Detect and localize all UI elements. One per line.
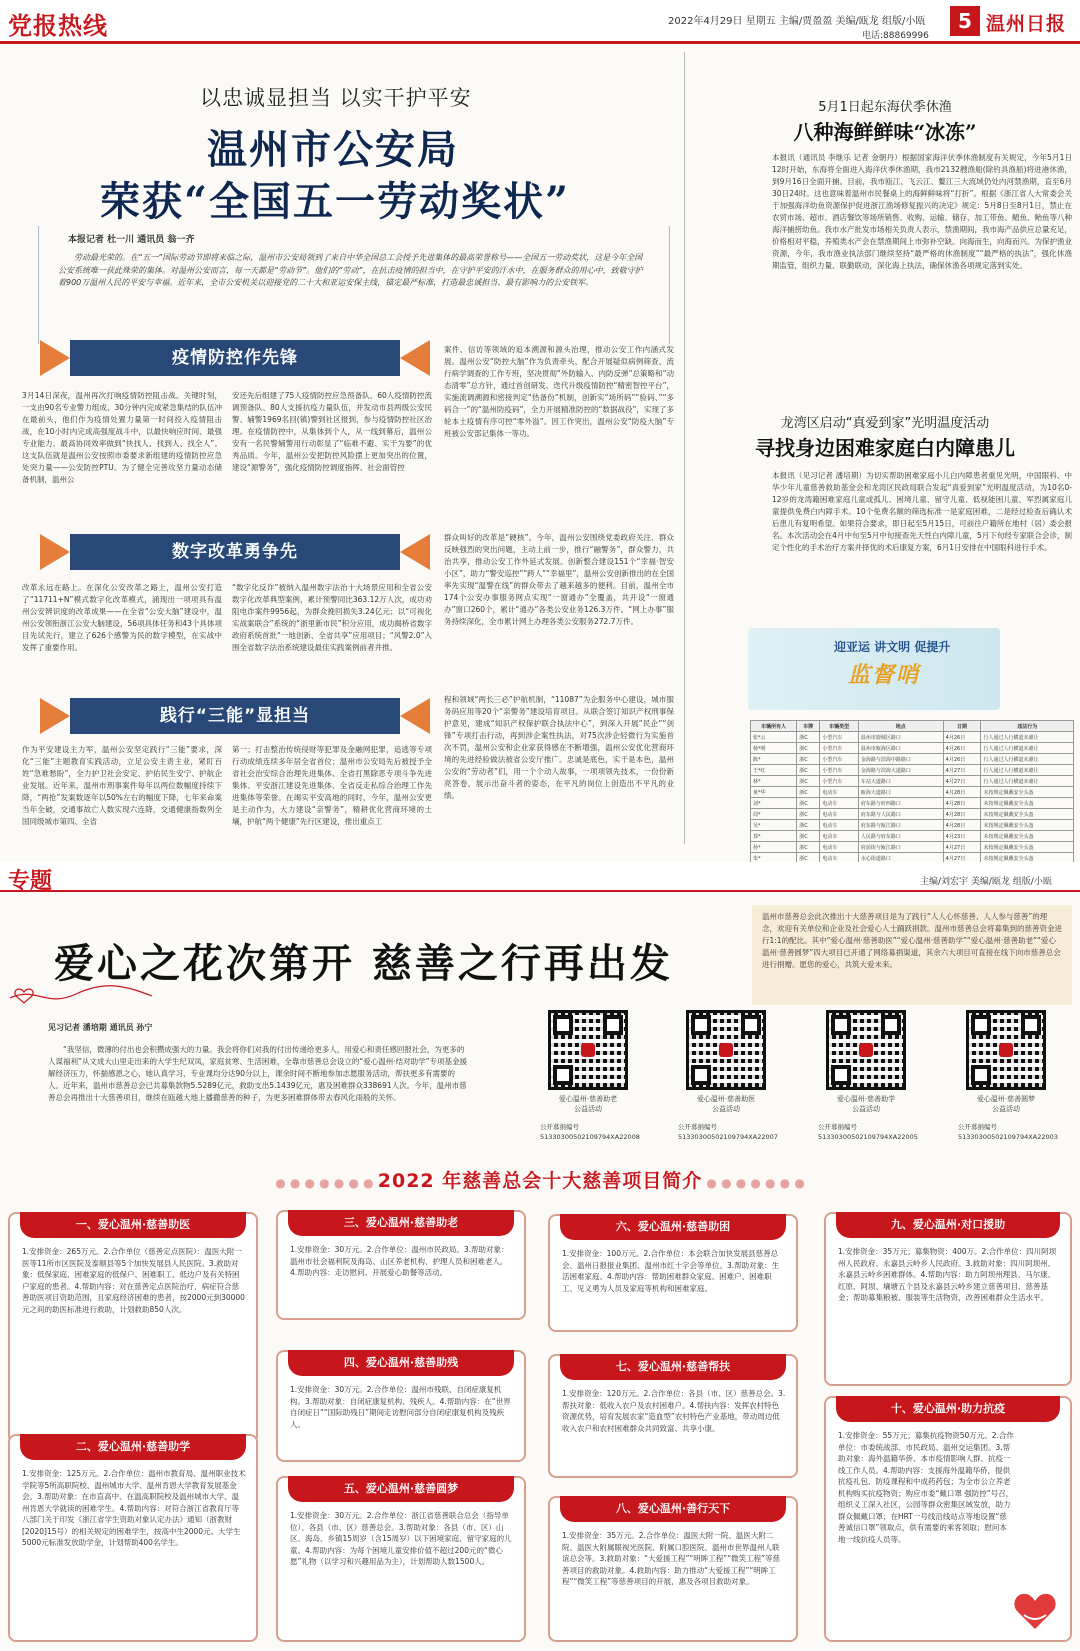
special-section-meta: 主编/刘宏宇 美编/瓯龙 组版/小瓯 bbox=[920, 877, 1052, 887]
project-card bbox=[548, 1214, 798, 1332]
special-intro-box: 温州市慈善总会此次推出十大慈善项目是为了践行“人人心怀慈善、人人参与慈善”的理念，欢迎有关单位和企业及社会爱心人士踊跃捐款。温州市慈善总会将募集到的慈善资金进行1:1的配比。其中“爱心温州·慈善助医”“爱心温州·慈善助学”“爱心温州·慈善助老”“爱心温州·慈善圆梦”四大项目已开通了网络募捐渠道，其余六大项目可直接在线下向市慈善总会进行捐赠。愿您的爱心，共筑大爱未来。 bbox=[752, 905, 1072, 1005]
heart-hand-icon bbox=[1010, 1585, 1060, 1635]
article-column: 作为平安建设主力军，温州公安坚定践行“三能”要求，深化“三能”主题教育实践活动，立足公安主责主业，紧盯百姓“急难愁盼”，全力护卫社会安定、护佑民生安宁、护航企业发展。近年来，温州市刑事案件每年以两位数幅度持续下降，“两抢”发案数逐年以50%左右的幅度下降，七年来命案当年全破，交通事故亡人数实现六连降，交通健康指数列全国同级城市第四、全省 bbox=[22, 745, 222, 826]
article-column: 安还先后组建了75人疫情防控应急预备队、60人疫情防控流调预备队、80人支援抗疫力量队伍，并发动市县两级公安民警、辅警1969名回(镇)警到社区报到，参与疫情防控社区治理。在疫情防控中，从集体到个人，从一线到幕后，温州公安有一名民警辅警用行动彰显了“临难不避、实干为要”的优秀品质。今年，温州公安把防控风险摆上更加突出的位置，建设“源警务”，强化疫情防控调度指挥、社会面管控 bbox=[232, 391, 432, 472]
article-column: 第一；打击整治传统侵财等犯罪及金融网犯罪，追逃等专项行动成绩连续多年居全省首位；温州市公安局先后被授予全省社会治安综合治理先进集体、全省打黑除恶专项斗争先进集体、平安浙江建设先进集体、全省反走私综合治理工作先进集体等荣誉。在竭实平安高地的同时，今年，温州公安更是主动作为，大力建设“亲警务”，精耕优化营商环境的土壤，护航“两个健康”先行区建设，推出重点工 bbox=[232, 745, 432, 826]
qr-registration-number: 公开募捐编号 51330300502109794XA22008 bbox=[540, 1123, 640, 1141]
table-row bbox=[751, 743, 1074, 754]
section-banner: 数字改革勇争先 bbox=[70, 534, 400, 570]
table-cell: 金海路与滨海大道路口 bbox=[858, 765, 943, 776]
table-cell: 4月28日 bbox=[943, 809, 981, 820]
special-section-header bbox=[0, 862, 1080, 892]
project-card bbox=[8, 1434, 258, 1642]
project-card-title: 四、爱心温州·慈善助残 bbox=[288, 1350, 514, 1376]
lead-headline-line1: 温州市公安局 bbox=[207, 126, 459, 173]
project-card-title: 九、爱心温州·对口援助 bbox=[836, 1212, 1060, 1238]
story-body: 本报讯（见习记者 潘培期）为切实帮助困难家庭小儿白内障患者重见光明，中国眼科、中华少年儿童慈善救助基金会和龙湾区民政局联合发起“真爱到家”光明温度活动，为10名0-12岁的龙湾籍困难家庭儿童或孤儿、困境儿童、留守儿童、低视能困儿童、军烈属家庭儿童提供免费白内障手术。10个免费名额的筛选标准一是家庭困难，二是经过检查后确认术后患儿有复明希望。如果符合要求，即日起至5月15日，可前往户籍所在地村（居）委会报名。本次活动会在4月中旬至5月中旬接查先天性白内障儿童，5月下旬经专家联合会诊，制定个性化的手术治疗方案并择优的术后康复方案，6月1日安排在中国眼科进行手术。 bbox=[772, 471, 1072, 552]
heart-swirl-decoration bbox=[6, 980, 156, 1010]
project-card-body: 1.安排资金：30万元。2.合作单位：温州市残联、自闭症康复机构。3.帮助对象：自闭症康复机构、残疾人。4.帮助内容：在“世界自闭症日”“国际助残日”期间走访慰问部分自闭症康复机构及残疾人。 bbox=[290, 1385, 511, 1429]
lead-byline: 本报记者 杜一川 通讯员 翁一齐 bbox=[68, 235, 195, 245]
article-column: 案件、信访等领域的追本溯源和源头治理，推动公安工作内涵式发展。温州公安“防控大脑”作为负责牵头、配合开展疑似病例筛查，流行病学调查的工作专班，坚决贯彻“外防输入、内防反弹”总策略和“动态清零”总方针，通过首创研发、迭代升级疫情防控“精密智控平台”，实施流调溯源和密接判定“热备份”机制，创新实“场所码”“验码、”“多码合一”的“温州防疫码”，全力开展精准防控的“数据战役”，实现了多轮本土疫情有序可控“零外溢”。因工作突出，温州公安“防疫大脑”专班被公安部记集体一等功。 bbox=[444, 345, 674, 438]
table-cell: 小型汽车 bbox=[820, 776, 859, 787]
table-cell: 未按规定佩戴安全头盔 bbox=[981, 853, 1074, 864]
projects-title-text: 2022 年慈善总会十大慈善项目简介 bbox=[377, 1170, 703, 1192]
table-cell: 浙C bbox=[797, 732, 820, 743]
table-cell: 府东路与瓯江路口 bbox=[858, 820, 943, 831]
table-cell: 人民路与府东路口 bbox=[858, 831, 943, 842]
table-cell: 浙C bbox=[797, 798, 820, 809]
qr-registration-number: 公开募捐编号 51330300502109794XA22007 bbox=[678, 1123, 778, 1141]
table-cell: 4月23日 bbox=[943, 831, 981, 842]
projects-title: ● ● ● ● ● ● ● 2022 年慈善总会十大慈善项目简介 ● ● ● ● ● ● ● bbox=[275, 1170, 805, 1192]
project-card-body: 1.安排资金：30万元。2.合作单位：浙江省慈善联合总会（指导单位）、各县（市、区）慈善总会。3.帮助对象：各县（市、区）山区、海岛、乡镇15周岁（含15周岁）以下困境家庭、留守家庭的儿童。4.帮助内容：为每个困境儿童安排价值不超过200元的“微心愿”礼物（以学习和兴趣用品为主），计划帮助人数1500人。 bbox=[290, 1511, 512, 1566]
table-cell: 府东路与人民路口 bbox=[858, 809, 943, 820]
project-card bbox=[548, 1354, 798, 1478]
table-cell: 陈* bbox=[751, 754, 797, 765]
qr-registration-number: 公开募捐编号 51330300502109794XA22003 bbox=[958, 1123, 1058, 1141]
table-cell: 小型汽车 bbox=[820, 743, 859, 754]
column-header: 车辆所有人 bbox=[751, 721, 797, 732]
table-cell: 黄*华 bbox=[751, 787, 797, 798]
page-number: 5 bbox=[950, 6, 980, 36]
story-kicker: 龙湾区启动“真爱到家”光明温度活动 bbox=[780, 416, 990, 431]
qr-caption: 爱心温州·慈善助学 公益活动 bbox=[836, 1095, 896, 1113]
column-header: 车辆类型 bbox=[820, 721, 859, 732]
qr-caption: 爱心温州·慈善圆梦 公益活动 bbox=[976, 1095, 1036, 1113]
table-cell: 电动车 bbox=[820, 831, 859, 842]
table-header-row bbox=[751, 721, 1074, 732]
table-row bbox=[751, 754, 1074, 765]
table-cell: 行人通过人行横道未避让 bbox=[981, 732, 1074, 743]
table-cell: 府前街与瓯江路口 bbox=[858, 842, 943, 853]
project-card-body: 1.安排资金：30万元。2.合作单位：温州市民政局。3.帮助对象：温州市社会福利院及海岛、山区养老机构、护理人员和困难老人。4.帮助内容：走访慰问、开展爱心助餐等活动。 bbox=[290, 1245, 509, 1277]
table-cell: 4月28日 bbox=[943, 798, 981, 809]
table-cell: 浙C bbox=[797, 776, 820, 787]
supervision-title: 监督哨 bbox=[848, 663, 921, 688]
project-card-body: 1.安排资金：100万元。2.合作单位：本会联合加快发展县慈善总会、温州日报报业集团、温州市红十字会等单位。3.帮助对象：生活困难家庭。4.帮助内容：帮助困难群众家庭、困难户、困难职工、见义勇为人员及家庭等机构和困难家庭。 bbox=[562, 1249, 780, 1293]
table-cell: 4月27日 bbox=[943, 842, 981, 853]
table-cell: 吴* bbox=[751, 820, 797, 831]
table-cell: 王*红 bbox=[751, 765, 797, 776]
project-card-title: 十、爱心温州·助力抗疫 bbox=[836, 1396, 1060, 1422]
qr-block bbox=[540, 1010, 640, 1142]
project-card-title: 二、爱心温州·慈善助学 bbox=[20, 1434, 246, 1460]
project-card bbox=[276, 1476, 526, 1642]
table-cell: 小型汽车 bbox=[820, 754, 859, 765]
section-title: 党报热线 bbox=[8, 12, 108, 40]
table-cell: 行人通过人行横道未避让 bbox=[981, 765, 1074, 776]
special-body: “我坚信，微薄的付出也会积攒成强大的力量。我会将你们对我的付出传递给更多人，用爱心和责任感回报社会，为更多的人谋福利”从文成大山里走出来的大学生纪双凤，家庭贫寒、生活困难，全靠市慈善总会设立的“爱心温州·结对助学”专项基金援解经济压力，怀揣感恩之心，她认真学习，专业课均分达90分以上，课余时间不断地参加志愿服务活动，帮扶更多有需要的人。近年来，温州市慈善总会已共募集款物5.5289亿元，救助支出5.1439亿元，惠及困难群众338691人次。今年，温州市慈善总会再推出十大慈善项目，继续在瓯越大地上播撒慈善的种子，为更多困难群体带去春风化雨般的关怀。 bbox=[48, 1045, 468, 1102]
table-cell: 浙C bbox=[797, 809, 820, 820]
lead-kicker: 以忠诚显担当 以实干护平安 bbox=[200, 86, 472, 110]
table-row bbox=[751, 732, 1074, 743]
phone-line: 电话:88869996 bbox=[862, 31, 929, 41]
article-column: 程和领域“两长三必”护航机制，“11087”为企服务中心建设，城市服务码应用等20个“亲警务”建设培育项目。从联合签订知识产权刑事保护意见，建成“知识产权保护联合执法中心”，到深入开展“民企”“剑锋”专项打击行动，再到涉企案性执法，对75次涉企轻微行为实施首次不罚，温州公安和企业家获得感在不断增强，温州公安优化营商环境的先进经验做法被省公安厅推广。忠诚是底色，实干是本色，温州公安的“劳动者”们，用一个个动人故事，一项项领先技术，一份份新亮答卷，展示出奋斗者的姿态，在平凡的岗位上创造出不平凡的业绩。 bbox=[444, 695, 674, 800]
project-card-body: 1.安排资金：120万元。2.合作单位：各县（市、区）慈善总会。3.帮扶对象：低收入农户及农村困难户。4.帮扶内容：发挥农村特色资源优势，培育发展农家“造血型”农村特色产业基地，带动周边低收入农户和农村困难群众共同致富、共享小康。 bbox=[562, 1389, 786, 1433]
table-cell: 浙C bbox=[797, 743, 820, 754]
table-cell: 电动车 bbox=[820, 842, 859, 853]
project-card-title: 六、爱心温州·慈善助困 bbox=[560, 1214, 786, 1240]
project-card-title: 五、爱心温州·慈善圆梦 bbox=[288, 1476, 514, 1502]
table-cell: 温州市鹿城区路口 bbox=[858, 732, 943, 743]
qr-block bbox=[818, 1010, 918, 1142]
table-row bbox=[751, 787, 1074, 798]
column-header: 日期 bbox=[943, 721, 981, 732]
table-row bbox=[751, 809, 1074, 820]
lead-intro: 劳动最光荣的。在“五一”国际劳动节即将来临之际，温州市公安局领到了来自中华全国总工会授予先进集体的最高荣誉称号——全国五一劳动奖状，这是今年全国公安系统唯一获此殊荣的集体。对温州公安而言，每一天都是“劳动节”。他们的“劳动”，在抗击疫情的担当中，在守护平安的汗水中，在服务群众的用心中，致敬守护着900万温州人民的平安与幸福。近年来，全市公安机关以迎接党的二十大和亚运安保主线，锚定最严标准，打造最忠诚担当、最有影响力的公安铁军。 bbox=[58, 253, 643, 287]
page-header bbox=[0, 0, 1080, 44]
project-card-title: 三、爱心温州·慈善助老 bbox=[288, 1210, 514, 1236]
newspaper-logo: 温州日报 bbox=[986, 13, 1067, 35]
project-card-title: 八、爱心温州·善行天下 bbox=[560, 1496, 786, 1522]
project-card-body: 1.安排资金：35万元；募集物资：400万。2.合作单位：四川阿坝州人民政府、永嘉县云岭乡人民政府。3.救助对象：四川阿坝州、永嘉县云岭乡困难群体。4.帮助内容：助力阿坝州理县、马尔康、红原、阿坝、壤塘五个县及永嘉县云岭乡建立慈善项目、慈善基金；帮助募集粮被、服装等生活物资，改善困难群众生活水平。 bbox=[838, 1247, 1057, 1302]
table-row bbox=[751, 765, 1074, 776]
table-cell: 浙C bbox=[797, 831, 820, 842]
table-cell: 浙C bbox=[797, 765, 820, 776]
table-row bbox=[751, 798, 1074, 809]
project-card-body: 1.安排资金：35万元。2.合作单位：温医大附一院、温医大附二院、温医大附属眼视光医院、附属口腔医院、温州市世界温州人联谊总会等。3.救助对象：“大爱援工程”“明眸工程”“微笑工程”等慈善项目的救助对象。4.救助内容：助力推动“大爱援工程”“明眸工程”“微笑工程”等慈善项目的开展，惠及各项目救助对象。 bbox=[562, 1531, 780, 1586]
table-cell: 小型汽车 bbox=[820, 765, 859, 776]
table-cell: 行人通过人行横道未避让 bbox=[981, 754, 1074, 765]
story-body: 本报讯（通讯员 李继乐 记者 金朝丹）根据国家海洋伏季休渔制度有关规定，今年5月1日12时开始，东海将全面进入海洋伏季休渔期，我市2132艘渔船(除钓具渔船)将进港休渔，到9月16日全面开捕。目前，我市瓯江、飞云江、鳌江三大流域仍处内河禁渔期，直至6月30日24时。这也意味着温州市民餐桌上的海鲜鲜味将“打折”。根据《浙江省人大常委会关于加强海洋幼鱼资源保护促进浙江渔场修复振兴的决定》规定：5月8日至8月1日，禁止在农贸市场、超市、酒店餐饮等场所销售、收购、运输、储存、加工带鱼、鲳鱼、鲐鱼等八种海洋捕捞幼鱼。我市水产批发市场相关负责人表示，禁渔期间，我市海产品供应总量充足，价格相对平稳，养殖类水产会在禁渔期间上市弥补空缺。向海而生，向海而兴。为保护渔业资源，今年，我市渔业执法部门继续坚持“最严格的休渔制度”“最严格的执法”，强化休渔期监管，组织力量、联勤联动，深化海上执法，确保休渔各项规定落到实处。 bbox=[772, 153, 1072, 270]
table-cell: 未按规定佩戴安全头盔 bbox=[981, 787, 1074, 798]
project-card bbox=[8, 1212, 258, 1444]
table-cell: 水心街道路口 bbox=[858, 853, 943, 864]
table-cell: 林* bbox=[751, 776, 797, 787]
column-header: 地点 bbox=[858, 721, 943, 732]
project-card bbox=[824, 1212, 1072, 1386]
table-cell: 4月26日 bbox=[943, 732, 981, 743]
qr-registration-number: 公开募捐编号 51330300502109794XA22005 bbox=[818, 1123, 918, 1141]
special-section-title: 专题 bbox=[8, 869, 53, 894]
section-banner: 践行“三能”显担当 bbox=[70, 698, 400, 734]
article-column: 改革永远在路上。在深化公安改革之路上，温州公安打造了“11711+N”模式数字化改革模式，涌现出一项项具有温州公安辨识度的改革成果——在全省“公安大脑”建设中，温州公安领衔浙江公安大脑建设，56项具体任务和43个具体项目先试先行，建立了626个感警为民的数字模型，在实战中发挥了重要作用。 bbox=[22, 583, 222, 652]
section-banner: 疫情防控作先锋 bbox=[70, 340, 400, 376]
table-cell: 周* bbox=[751, 809, 797, 820]
story-headline: 寻找身边困难家庭白内障患儿 bbox=[755, 436, 1015, 460]
table-cell: 电动车 bbox=[820, 787, 859, 798]
table-cell: 行人通过人行横道未避让 bbox=[981, 776, 1074, 787]
supervision-banner bbox=[748, 628, 1000, 710]
table-cell: 行人通过人行横道未避让 bbox=[981, 743, 1074, 754]
qr-code-icon[interactable] bbox=[966, 1010, 1046, 1090]
table-cell: 浙C bbox=[797, 787, 820, 798]
article-column: 3月14日深夜，温州再次打响疫情防控阻击战。关键时刻，一支由90名专业警力组成、30分钟内完成紧急集结的队伍冲在最前头，他们作为疫情处置力量第一时间投入疫情阻击战，在10小时内完成高强度战斗中，以最快响应时间、最强专业能力、最高协同效率做到“快找人、找到人、找全人”。这支队伍就是温州公安按照市委要求新组建的疫情防控应急处突力量——公安防控PTU。为了健全完善攻坚力量动态储备机制，温州公 bbox=[22, 391, 222, 484]
table-cell: 未按规定佩戴安全头盔 bbox=[981, 798, 1074, 809]
qr-code-icon[interactable] bbox=[826, 1010, 906, 1090]
table-cell: 浙C bbox=[797, 853, 820, 864]
table-cell: 府东路与府西路口 bbox=[858, 798, 943, 809]
table-cell: 温州市瓯海区路口 bbox=[858, 743, 943, 754]
table-cell: 4月26日 bbox=[943, 754, 981, 765]
table-cell: 4月26日 bbox=[943, 743, 981, 754]
table-cell: 金海路与滨海中路路口 bbox=[858, 754, 943, 765]
table-cell: 张*云 bbox=[751, 732, 797, 743]
column-divider bbox=[684, 52, 685, 844]
table-cell: 孙* bbox=[751, 842, 797, 853]
supervision-slogan: 迎亚运 讲文明 促提升 bbox=[834, 640, 951, 654]
table-cell: 未按规定佩戴安全头盔 bbox=[981, 831, 1074, 842]
project-card-body: 1.安排资金：55万元；募集抗疫物资50万元。2.合作单位：市委统战部、市民政局、温州交运集团。3.帮助对象：海外温籍华侨、本市疫情影响人群、抗疫一线工作人员。4.帮助内容：支援海外温籍华侨，提供抗疫礼包、防疫课程和中成药药包；为全市公立养老机构购买抗疫物资；购应市委“戴口罩 强防控”号召，组织义工深入社区，公园等群众密集区域发放，助力群众佩戴口罩；在HRT一号线沿线站点等地设置“慈善诚信口罩”领取点，供有需要的乘客领取；慰问本地一线抗疫人员等。 bbox=[838, 1431, 1014, 1544]
table-cell: 杨*明 bbox=[751, 743, 797, 754]
table-cell: 未按规定佩戴安全头盔 bbox=[981, 809, 1074, 820]
table-cell: 电动车 bbox=[820, 798, 859, 809]
qr-block bbox=[678, 1010, 778, 1142]
qr-code-icon[interactable] bbox=[686, 1010, 766, 1090]
table-cell: 未按规定佩戴安全头盔 bbox=[981, 842, 1074, 853]
table-cell: 浙C bbox=[797, 754, 820, 765]
table-cell: 小型汽车 bbox=[820, 732, 859, 743]
project-card-title: 一、爱心温州·慈善助医 bbox=[20, 1212, 246, 1238]
table-cell: 浙C bbox=[797, 842, 820, 853]
table-cell: 郑* bbox=[751, 831, 797, 842]
project-card-body: 1.安排资金：265万元。2.合作单位（慈善定点医院）：温医大附一医等11所市区医院及泰顺县等5个加快发展县人民医院。3.救助对象：低保家庭、困难家庭的低保户、困难职工、低边户及有关特困户家庭的患者。4.帮助内容：对在慈善定点医院治疗，病症符合慈善助医项目资助范围，且家庭经济困难的患者，按2000元到30000元之间的助医标准进行救助，计划救助850人次。 bbox=[22, 1247, 245, 1314]
table-cell: 朱* bbox=[751, 853, 797, 864]
table-cell: 4月28日 bbox=[943, 787, 981, 798]
story-kicker: 5月1日起东海伏季休渔 bbox=[818, 100, 952, 115]
qr-code-icon[interactable] bbox=[548, 1010, 628, 1090]
table-row bbox=[751, 820, 1074, 831]
project-card bbox=[276, 1210, 526, 1320]
project-card bbox=[548, 1496, 798, 1642]
special-byline: 见习记者 潘培期 通讯员 孙宁 bbox=[48, 1023, 153, 1032]
special-headline: 爱心之花次第开 慈善之行再出发 bbox=[54, 940, 673, 987]
table-cell: 刘* bbox=[751, 798, 797, 809]
qr-caption: 爱心温州·慈善助医 公益活动 bbox=[696, 1095, 756, 1113]
table-cell: 4月27日 bbox=[943, 765, 981, 776]
table-cell: 车站大道路口 bbox=[858, 776, 943, 787]
column-header: 违法行为 bbox=[981, 721, 1074, 732]
project-card bbox=[276, 1350, 526, 1462]
table-cell: 瓯海大道路口 bbox=[858, 787, 943, 798]
qr-block bbox=[958, 1010, 1058, 1142]
column-header: 车牌 bbox=[797, 721, 820, 732]
table-cell: 4月28日 bbox=[943, 820, 981, 831]
table-row bbox=[751, 842, 1074, 853]
project-card-body: 1.安排资金：125万元。2.合作单位：温州市教育局、温州职业技术学院等5所高职院校、温州城市大学、温州肯恩大学教育发展基金会。3.帮助对象：在市直高中、在温高职院校及温州城市大学、温州肯恩大学就读的困难学生。4.帮助内容：对符合浙江省教育厅等八部门关于印发《浙江省学生资助对象认定办法》通知（浙教财[2020]15号）的相关规定的困难学生，按高中生2000元、大学生5000元标准发放助学金，计划帮助400名学生。 bbox=[22, 1469, 246, 1547]
table-cell: 浙C bbox=[797, 820, 820, 831]
table-row bbox=[751, 776, 1074, 787]
qr-caption: 爱心温州·慈善助老 公益活动 bbox=[558, 1095, 618, 1113]
lead-headline-line2: 荣获“全国五一劳动奖状” bbox=[100, 178, 571, 225]
table-cell: 电动车 bbox=[820, 820, 859, 831]
violation-table bbox=[750, 720, 1074, 864]
article-column: 群众叫好的改革是“硬核”。今年，温州公安围绕党委政府关注、群众反映强烈的突出问题，主动上前一步，推行“融警务”，群众警力，共治共享，推动公安工作外延式发展。创新整合建设151个“幸福·智安小区”，助力“警安巡控”“跨人”“幸福里”，温州公安创新推出的在全国率先实现“温警在线”的群众带去了越来越多的便利。目前，温州全市174个公安办事服务网点实现“一窗通办”全覆盖，共开设“一窗通办”窗口260个，累计“通办”各类公安业务126.3万件。“网上办事”服务持续深化，全市累计网上办理各类公安服务272.7万件。 bbox=[444, 533, 674, 626]
date-line: 2022年4月29日 星期五 主编/贾盈盈 美编/瓯龙 组版/小瓯 bbox=[668, 16, 926, 27]
table-cell: 电动车 bbox=[820, 809, 859, 820]
table-row bbox=[751, 831, 1074, 842]
article-column: “数字化反诈”被纳入温州数字法治十大场景应用和全省公安数字化改革典型案例，累计预警同比363.12万人次，成功劝阻电诈案件9956起，为群众挽回损失3.24亿元；以“可视化实战案联合”系统的“浙里新市民”积分应用，成功揭桥省数字政府系统首批“一地创新、全省共享”应用项目；“风警2.0”入围全省数字法治系统建设最佳实践案例前者并推。 bbox=[232, 583, 432, 652]
table-cell: 未按规定佩戴安全头盔 bbox=[981, 820, 1074, 831]
story-headline: 八种海鲜鲜味“冰冻” bbox=[793, 120, 977, 144]
table-cell: 4月27日 bbox=[943, 853, 981, 864]
table-cell: 电动车 bbox=[820, 853, 859, 864]
project-card-title: 七、爱心温州·慈善帮扶 bbox=[560, 1354, 786, 1380]
table-cell: 4月27日 bbox=[943, 776, 981, 787]
